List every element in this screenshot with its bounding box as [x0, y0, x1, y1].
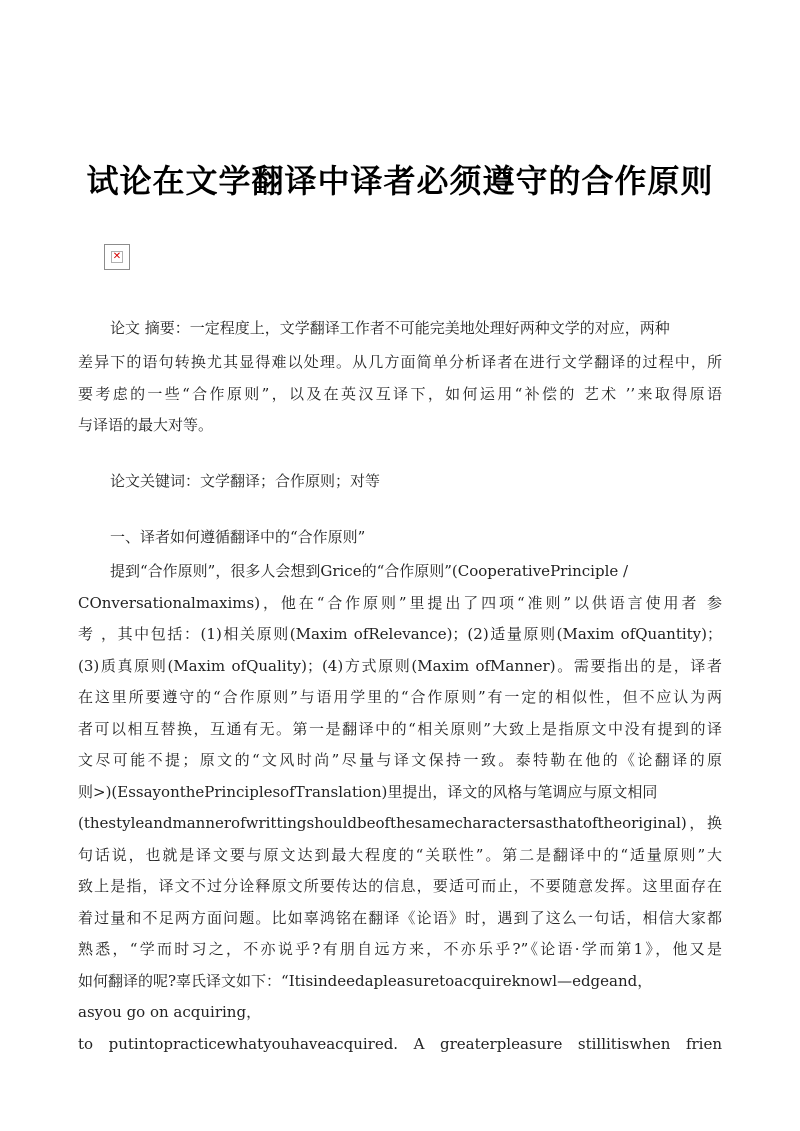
- body-line: (thestyleandmannerofwrittingshouldbeofthesamecharactersasthatoftheoriginal)，换: [78, 814, 722, 832]
- body-line: 考 ，其中包括：(1)相关原则(Maxim ofRelevance)；(2)适量原则(Maxim ofQuantity)；: [78, 625, 722, 643]
- body-line: 在这里所要遵守的“合作原则”与语用学里的“合作原则”有一定的相似性，但不应认为两: [78, 688, 722, 706]
- body-line: to putintopracticewhatyouhaveacquired. A greaterpleasure stillitiswhen frien: [78, 1035, 722, 1053]
- abstract-line: 差异下的语句转换尤其显得难以处理。从几方面简单分析译者在进行文学翻译的过程中，所: [78, 353, 722, 371]
- section-heading: 一、译者如何遵循翻译中的“合作原则”: [110, 528, 366, 546]
- body-line: 如何翻译的呢?辜氏译文如下：“Itisindeedapleasuretoacquireknowl—edgeand，: [78, 972, 653, 990]
- body-line: 熟悉，“学而时习之，不亦说乎?有朋自远方来，不亦乐乎?”《论语·学而第1》，他又是: [78, 940, 722, 958]
- body-line: (3)质真原则(Maxim ofQuality)；(4)方式原则(Maxim ofManner)。需要指出的是，译者: [78, 657, 722, 675]
- body-line: 致上是指，译文不过分诠释原文所要传达的信息，要适可而止，不要随意发挥。这里面存在: [78, 877, 722, 895]
- body-line: 者可以相互替换，互通有无。第一是翻译中的“相关原则”大致上是指原文中没有提到的译: [78, 720, 722, 738]
- abstract-line: 要考虑的一些“合作原则”，以及在英汉互译下，如何运用“补偿的 艺术 ’’来取得原语: [78, 385, 722, 403]
- body-line: 提到“合作原则”，很多人会想到Grice的“合作原则”(CooperativePrinciple /: [110, 562, 629, 580]
- document-title: 试论在文学翻译中译者必须遵守的合作原则: [86, 162, 714, 200]
- body-line: 则>)(EssayonthePrinciplesofTranslation)里提出，译文的风格与笔调应与原文相同: [78, 783, 658, 801]
- body-line: 句话说，也就是译文要与原文达到最大程度的“关联性”。第二是翻译中的“适量原则”大: [78, 846, 722, 864]
- broken-image-icon: [104, 244, 130, 270]
- abstract-line: 与译语的最大对等。: [78, 416, 214, 434]
- body-line: asyou go on acquiring，: [78, 1003, 262, 1021]
- body-line: 着过量和不足两方面问题。比如辜鸿铭在翻译《论语》时，遇到了这么一句话，相信大家都: [78, 909, 722, 927]
- body-line: 文尽可能不提；原文的“文风时尚”尽量与译文保持一致。泰特勒在他的《论翻译的原: [78, 751, 722, 769]
- keywords-line: 论文关键词：文学翻译；合作原则；对等: [110, 472, 381, 490]
- abstract-line: 论文 摘要：一定程度上，文学翻译工作者不可能完美地处理好两种文学的对应，两种: [110, 319, 670, 337]
- image-error-mark: ✕: [112, 251, 122, 262]
- body-line: COnversationalmaxims)，他在“合作原则”里提出了四项“准则”以供语言使用者 参: [78, 594, 722, 612]
